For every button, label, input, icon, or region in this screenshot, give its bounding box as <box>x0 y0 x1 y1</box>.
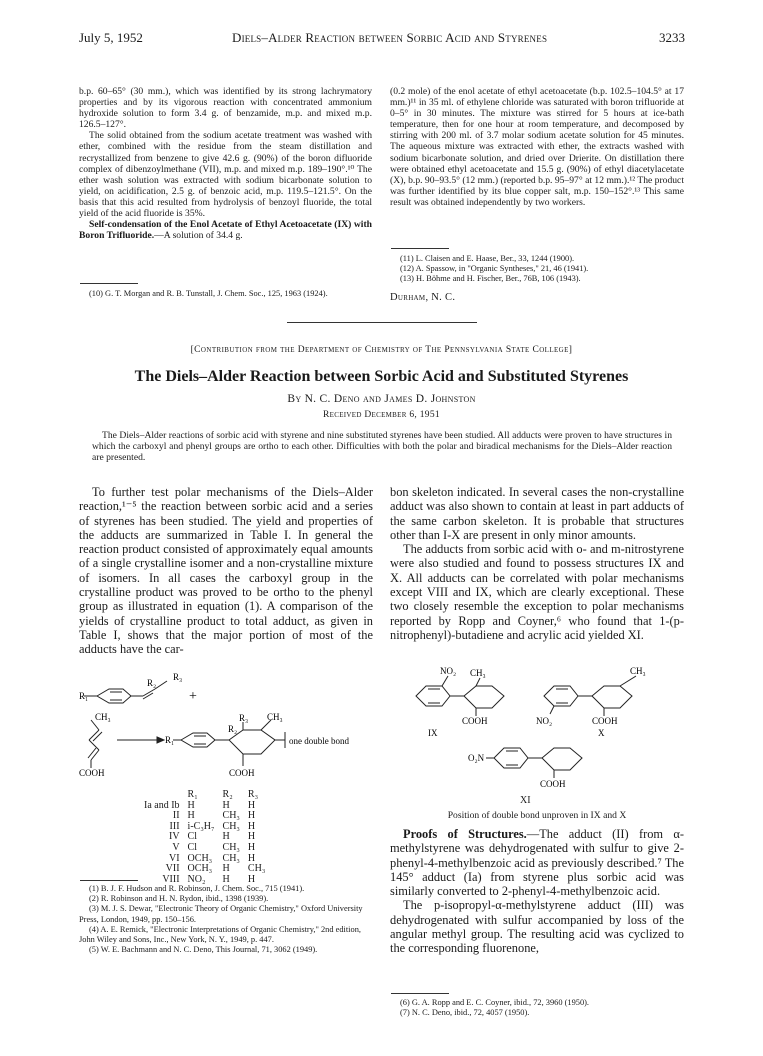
proofs-text-1: —The adduct (II) from α-methylstyrene was dehydrogenated with sulfur to give 2-phenyl-4-methylbenzoic acid as previously described.⁷ The 145° adduct (Ia) from styrene plus sorbic acid was similarly converted to 2-phenyl-4-methylbenzoic acid. <box>390 827 685 899</box>
header-date: July 5, 1952 <box>79 30 143 45</box>
footnote-7: (7) N. C. Deno, ibid., 72, 4057 (1950). <box>400 1008 530 1018</box>
prev-article-right-column <box>390 86 684 208</box>
table-header-r1: R₁ <box>187 789 198 800</box>
prev-section-text: —A solution of 34.4 g. <box>154 230 243 242</box>
prev-left-paragraph-2: The solid obtained from the sodium acetate treatment was washed with ether, combined with the residue from the steam distillation and recrystallized from benzene to give 42.6 g. (90%) of the boron difluoride complex of dibenzoylmethane (VII), m.p. and mixed m.p. 189–190°.¹⁰ The ether wash solution was extracted with sodium bicarbonate solution to yield, on acidification, 2.5 g. of benzoic acid, m.p. 119.5–121.5°. On the basis that this acid resulted from hydrolysis of benzoyl fluoride, the total yield of the acid fluoride is 35%. <box>79 130 372 220</box>
label-cooh-product: COOH <box>229 768 255 778</box>
label-o2n-xi: O₂N <box>468 753 485 763</box>
prev-article-left-column <box>79 86 372 241</box>
article-left-footnotes <box>79 884 372 955</box>
xi-cyclohexene-ring <box>542 748 582 770</box>
footnote-2: (2) R. Robinson and H. N. Rydon, ibid., 1398 (1939). <box>89 894 269 904</box>
structures-caption: Position of double bond unproven in IX and X <box>447 810 627 821</box>
prev-right-paragraph: (0.2 mole) of the enol acetate of ethyl acetoacetate (b.p. 102.5–104.5° at 17 mm.)¹¹ in 35 ml. of ethylene chloride was saturated with boron trifluoride at 0–5° in 30 minutes. The mixture was stirred for 5 hours at ice-bath temperature, then for one hour at room temperature, and decomposed by stirring with 200 ml. of 3.7 molar sodium acetate solution for 45 minutes. The aqueous mixture was extracted with ether, the extracts washed with sodium bicarbonate solution, and dried over Drierite. On distillation there were obtained ethyl acetoacetate and 15.5 g. (90%) of ethyl diacetylacetate (X), b.p. 90–93.5° (12 mm.) (reported b.p. 95–97° at 12 mm.).¹² The product was further identified by its blue copper salt, m.p. 150–152°.¹³ This same result was obtained independently by two workers. <box>390 86 684 208</box>
product-phenyl-ring <box>181 733 215 747</box>
structures-ix-x-xi <box>390 664 684 796</box>
page-number: 3233 <box>659 30 685 45</box>
footnote-divider-left-bottom <box>80 880 138 881</box>
label-r1-product: R₁ <box>165 735 175 745</box>
table-header-row <box>140 790 269 801</box>
label-one-double-bond: one double bond <box>289 736 349 746</box>
table-row: II H CH₃ H <box>172 810 256 822</box>
footnote-6: (6) G. A. Ropp and E. C. Coyner, ibid., 72, 3960 (1950). <box>400 998 590 1007</box>
proofs-heading: Proofs of Structures. <box>403 827 527 841</box>
table-row: Ia and Ib H H H <box>144 799 256 811</box>
label-x: X <box>598 728 605 738</box>
footnote-divider-right-bottom <box>391 993 449 994</box>
prev-left-footnotes <box>79 289 372 299</box>
article-title: The Diels–Alder Reaction between Sorbic Acid and Substituted Styrenes <box>134 368 629 385</box>
abstract: The Diels–Alder reactions of sorbic acid with styrene and nine substituted styrenes have been studied. All adducts were proven to have structures in which the carboxyl and phenyl groups are ortho to each other. Difficulties with both the polar and biradical mechanisms for the Diels–Alder reaction are presented. <box>92 430 672 464</box>
footnote-3: (3) M. J. S. Dewar, "Electronic Theory of Organic Chemistry," Oxford University Press, London, 1949, pp. 150–156. <box>79 904 363 924</box>
substituent-table <box>140 790 269 885</box>
place: Durham, N. C. <box>390 292 456 303</box>
intro-paragraph: To further test polar mechanisms of the Diels–Alder reaction,¹⁻⁵ the reaction between sorbic acid and a series of styrenes has been studied. The yield and properties of the adducts are summarized in Table I. In general the reaction product consisted of approximately equal amounts of a single crystalline isomer and a non-crystalline mixture of isomers. In all cases the carboxyl group in the crystalline product was proved to be ortho to the phenyl group as illustrated in equation (1). A comparison of the yields of crystalline product to total adduct, as given in Table I, shows that the major portion of most of the adducts have the car- <box>79 485 373 657</box>
table-row: IV Cl H H <box>168 831 256 843</box>
footnote-divider <box>80 283 138 284</box>
label-ch3-x: CH₃ <box>630 666 646 676</box>
label-cooh-x: COOH <box>592 716 618 726</box>
label-ch3-product: CH₃ <box>267 712 283 722</box>
footnote-13: (13) H. Böhme and H. Fischer, Ber., 76B, 106 (1943). <box>400 274 581 284</box>
article-separator <box>287 322 477 323</box>
label-no2-x: NO₂ <box>536 716 553 726</box>
proofs-text-2: The p-isopropyl-α-methylstyrene adduct (III) was dehydrogenated with sulfur accompanied by loss of the angular methyl group. The resulting acid was cyclized to the corresponding fluorenone, <box>390 898 684 956</box>
footnote-10: (10) G. T. Morgan and R. B. Tunstall, J. Chem. Soc., 125, 1963 (1924). <box>89 289 328 298</box>
footnote-11: (11) L. Claisen and E. Haase, Ber., 33, 1244 (1900). <box>400 254 575 263</box>
label-ix: IX <box>428 728 438 738</box>
table-row: VI OCH₃ CH₃ H <box>168 852 256 864</box>
body-right-column <box>390 485 684 642</box>
footnote-divider-right <box>391 248 449 249</box>
received-date: Received December 6, 1951 <box>323 410 440 420</box>
styrene-ring <box>97 689 131 703</box>
prev-right-footnotes <box>390 254 684 285</box>
table-header-r2: R₂ <box>222 789 233 800</box>
label-cooh-left: COOH <box>79 768 105 778</box>
running-title: Diels–Alder Reaction between Sorbic Acid and Styrenes <box>232 30 548 45</box>
label-r3-product: R₃ <box>239 713 249 723</box>
x-cyclohexene-ring <box>592 686 632 708</box>
table-row: V Cl CH₃ H <box>172 841 256 853</box>
footnote-4: (4) A. E. Remick, "Electronic Interpretations of Organic Chemistry," 2nd edition, John Wiley and Sons, Inc., New York, N. Y., 1949, p. 447. <box>79 924 361 945</box>
footnote-1: (1) B. J. F. Hudson and R. Robinson, J. Chem. Soc., 715 (1941). <box>89 884 305 893</box>
label-no2-ix: NO₂ <box>440 666 457 676</box>
table-header-r3: R₃ <box>247 789 259 800</box>
footnote-5: (5) W. E. Bachmann and N. C. Deno, This Journal, 71, 3062 (1949). <box>89 945 318 955</box>
label-xi: XI <box>520 795 531 806</box>
label-cooh-xi: COOH <box>540 779 566 789</box>
label-r1: R₁ <box>79 691 89 701</box>
label-ch3-top: CH₃ <box>95 712 111 722</box>
article-right-footnotes <box>390 998 684 1018</box>
department-line: [Contribution from the Department of Chemistry of The Pennsylvania State College] <box>190 345 573 355</box>
label-r2-top: R₂ <box>147 678 157 688</box>
prev-section-heading: Self-condensation of the Enol Acetate of Ethyl Acetoacetate (IX) with Boron Trifluoride. <box>79 219 372 242</box>
plus-sign: + <box>189 689 197 704</box>
label-ch3-ix: CH₃ <box>470 668 486 678</box>
ix-cyclohexene-ring <box>464 686 504 708</box>
proofs-section <box>390 827 684 956</box>
authors: By N. C. Deno and James D. Johnston <box>287 393 476 405</box>
right-paragraph-2: The adducts from sorbic acid with o- and m-nitrostyrene were also studied and found to possess structures IX and X. All adducts can be correlated with polar mechanisms except VIII and IX, which are clearly exceptional. These two closely resemble the exception to polar mechanisms reported by Ropp and Coyner,⁶ who found that 1-(p-nitrophenyl)-butadiene and acrylic acid yielded XI. <box>390 542 684 642</box>
prev-left-paragraph-1: b.p. 60–65° (30 mm.), which was identified by its strong lachrymatory properties and by its vigorous reaction with concentrated ammonium hydroxide solution to form 3.4 g. of benzamide, m.p. and mixed m.p. 126.5–127°. <box>79 86 372 131</box>
reaction-scheme-equation-1 <box>79 668 379 800</box>
label-cooh-ix: COOH <box>462 716 488 726</box>
right-paragraph-1: bon skeleton indicated. In several cases the non-crystalline adduct was also shown to contain at least in part adducts of the same carbon skeleton. It is probable that structures other than I-X are present in only minor amounts. <box>390 485 684 542</box>
body-left-column <box>79 485 373 657</box>
label-r3-top: R₃ <box>173 672 183 682</box>
table-row: VIII NO₂ H H <box>162 873 256 885</box>
table-row: III i-C₃H₇ CH₃ H <box>169 820 256 832</box>
table-row: VII OCH₃ H CH₃ <box>165 863 266 875</box>
label-r2-product: R₂ <box>228 724 238 734</box>
footnote-12: (12) A. Spassow, in "Organic Syntheses," 21, 46 (1941). <box>400 264 589 274</box>
